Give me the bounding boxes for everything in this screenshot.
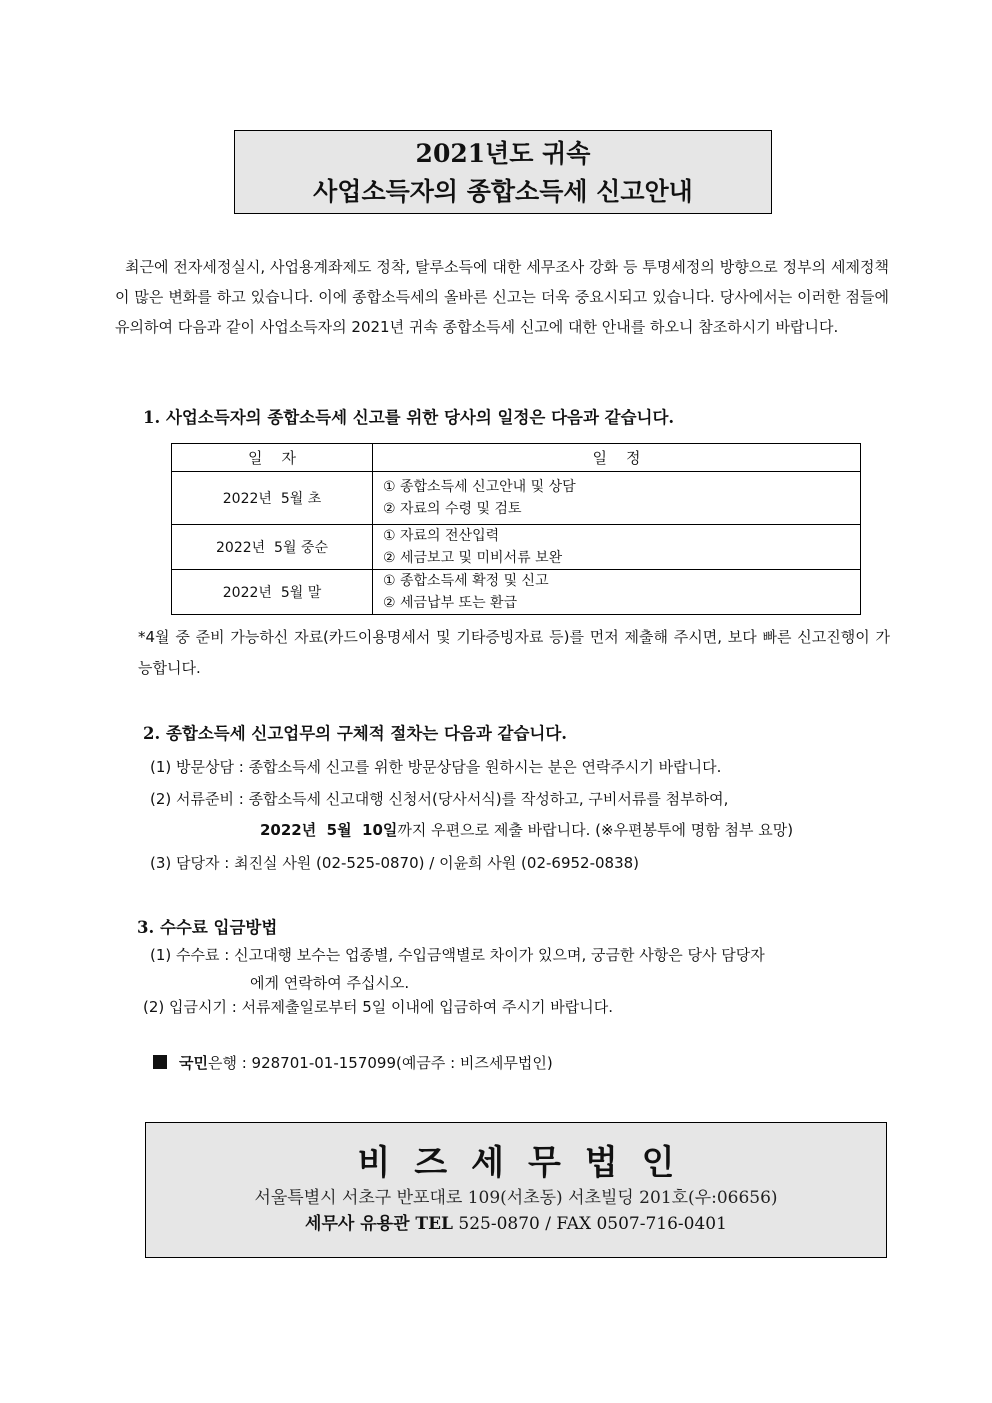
fee-info-continued: 에게 연락하여 주십시오.: [250, 974, 410, 992]
schedule-note: *4월 중 준비 가능하신 자료(카드이용명세서 및 기타증빙자료 등)를 먼저 제출해 주시면, 보다 빠른 신고진행이 가능합니다.: [138, 628, 890, 677]
row-date: 2022년 5월 초: [172, 472, 373, 525]
firm-contact-person: 세무사 유용관 TEL: [305, 1214, 453, 1234]
title-main: 사업소득자의 종합소득세 신고안내: [313, 177, 693, 206]
procedure-visit: (1) 방문상담 : 종합소득세 신고를 위한 방문상담을 원하시는 분은 연락주시기 바랍니다.: [150, 758, 722, 776]
row-tasks: [373, 525, 861, 570]
task-item: ② 세금납부 또는 환급: [383, 595, 518, 611]
deadline-rest: 까지 우편으로 제출 바랍니다. (※우편봉투에 명함 첨부 요망): [397, 821, 794, 839]
firm-address: 서울특별시 서초구 반포대로 109(서초동) 서초빌딩 201호(우:06656): [254, 1188, 778, 1208]
procedure-documents: (2) 서류준비 : 종합소득세 신고대행 신청서(당사서식)를 작성하고, 구비서류를 첨부하여,: [150, 790, 729, 808]
row-tasks: [373, 570, 861, 615]
task-item: ② 세금보고 및 미비서류 보완: [383, 550, 563, 566]
task-item: ① 종합소득세 확정 및 신고: [383, 573, 549, 589]
section3-heading: 3. 수수료 입금방법: [137, 918, 278, 937]
table-header-row: [172, 444, 861, 472]
payment-timing: (2) 입금시기 : 서류제출일로부터 5일 이내에 입금하여 주시기 바랍니다.: [143, 998, 613, 1016]
deadline-date: 2022년 5월 10일: [260, 821, 398, 839]
procedure-deadline-line: [260, 819, 793, 841]
square-bullet-icon: [153, 1055, 167, 1069]
table-row: [172, 570, 861, 615]
task-item: ① 자료의 전산입력: [383, 528, 500, 544]
intro-paragraph: 최근에 전자세정실시, 사업용계좌제도 정착, 탈루소득에 대한 세무조사 강화 등 투명세정의 방향으로 정부의 세제정책이 많은 변화를 하고 있습니다. 이에 종합소득세의 올바른 신고는 더욱 중요시되고 있습니다. 당사에서는 이러한 점들에 유의하여 다음과 같이 사업소득자의 2021년 귀속 종합소득세 신고에 대한 안내를 하오니 참조하시기 바랍니다.: [115, 258, 889, 336]
bank-account-line: [153, 1052, 553, 1074]
bank-account: 은행 : 928701-01-157099(예금주 : 비즈세무법인): [207, 1054, 553, 1072]
section1-heading: 1. 사업소득자의 종합소득세 신고를 위한 당사의 일정은 다음과 같습니다.: [143, 408, 675, 427]
schedule-table: [171, 443, 861, 615]
row-date: 2022년 5월 중순: [172, 525, 373, 570]
task-item: ② 자료의 수령 및 검토: [383, 501, 522, 517]
firm-contact: [146, 1211, 886, 1237]
section2-heading: 2. 종합소득세 신고업무의 구체적 절차는 다음과 같습니다.: [143, 724, 568, 743]
title-year: 2021년도 귀속: [415, 139, 591, 168]
row-tasks: [373, 472, 861, 525]
table-row: [172, 472, 861, 525]
row-date: 2022년 5월 말: [172, 570, 373, 615]
procedure-contact: (3) 담당자 : 최진실 사원 (02-525-0870) / 이윤희 사원 (02-6952-0838): [150, 854, 640, 872]
header-date: 일 자: [172, 444, 373, 472]
firm-name: 비즈세무법인: [357, 1143, 699, 1183]
firm-contact-numbers: 525-0870 / FAX 0507-716-0401: [452, 1214, 727, 1234]
header-schedule: 일 정: [373, 444, 861, 472]
fee-info: (1) 수수료 : 신고대행 보수는 업종별, 수입금액별로 차이가 있으며, 궁금한 사항은 당사 담당자: [150, 946, 765, 964]
table-row: [172, 525, 861, 570]
bank-name: 국민: [179, 1054, 208, 1072]
task-item: ① 종합소득세 신고안내 및 상담: [383, 479, 576, 495]
title-box: [234, 130, 772, 214]
firm-info-box: [145, 1122, 887, 1258]
